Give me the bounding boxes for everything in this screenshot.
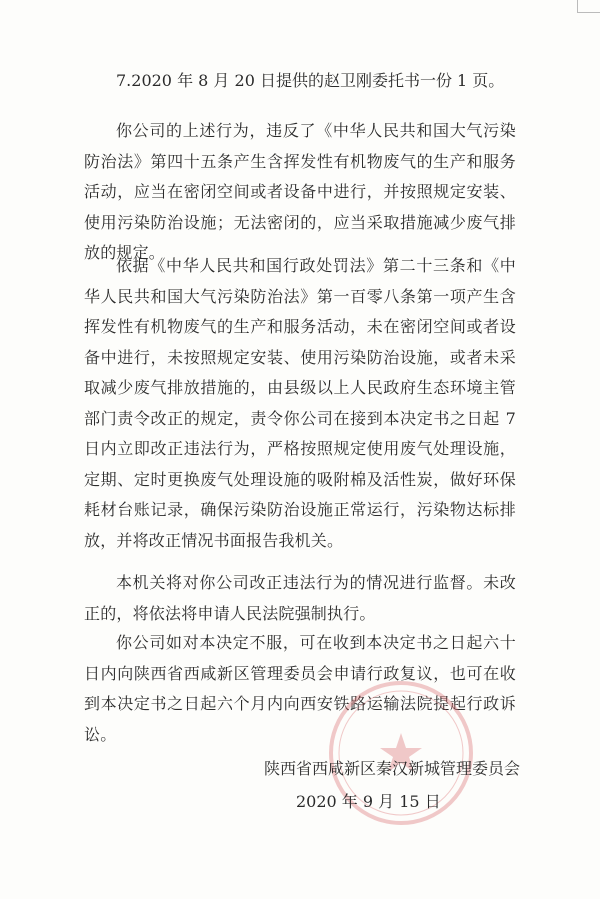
paragraph-text: 依据《中华人民共和国行政处罚法》第二十三条和《中华人民共和国大气污染防治法》第一百零八条第一项产生含挥发性有机物废气的生产和服务活动，未在密闭空间或者设备中进行，未按照规定安装、使用污染防治设施，或者未采取减少废气排放措施的，由县级以上人民政府生态环境主管部门责令改正的规定，责令你公司在接到本决定书之日起 7 日内立即改正违法行为，严格按照规定使用废气处理设施，定期、定时更换废气处理设施的吸附棉及活性炭，做好环保耗材台账记录，确保污染防治设施正常运行，污染物达标排放，并将改正情况书面报告我机关。 — [84, 256, 516, 550]
signature-date: 2020 年 9 月 15 日 — [296, 792, 441, 811]
page-corner-mark — [577, 0, 600, 13]
paragraph-supervision — [84, 568, 516, 629]
paragraph-text: 你公司如对本决定不服，可在收到本决定书之日起六十日内向陕西省西咸新区管理委员会申请行政复议，也可在收到本决定书之日起六个月内向西安铁路运输法院提起行政诉讼。 — [84, 633, 516, 744]
signature-authority: 陕西省西咸新区秦汉新城管理委员会 — [264, 759, 521, 778]
paragraph-violation — [84, 116, 516, 269]
paragraph-text: 你公司的上述行为，违反了《中华人民共和国大气污染防治法》第四十五条产生含挥发性有机物废气的生产和服务活动，应当在密闭空间或者设备中进行，并按照规定安装、使用污染防治设施；无法密闭的，应当采取措施减少废气排放的规定。 — [84, 121, 516, 262]
list-item-7: 7.2020 年 8 月 20 日提供的赵卫刚委托书一份 1 页。 — [116, 71, 505, 90]
paragraph-text: 本机关将对你公司改正违法行为的情况进行监督。未改正的，将依法将申请人民法院强制执行。 — [84, 573, 516, 623]
paragraph-penalty-basis — [84, 251, 516, 556]
